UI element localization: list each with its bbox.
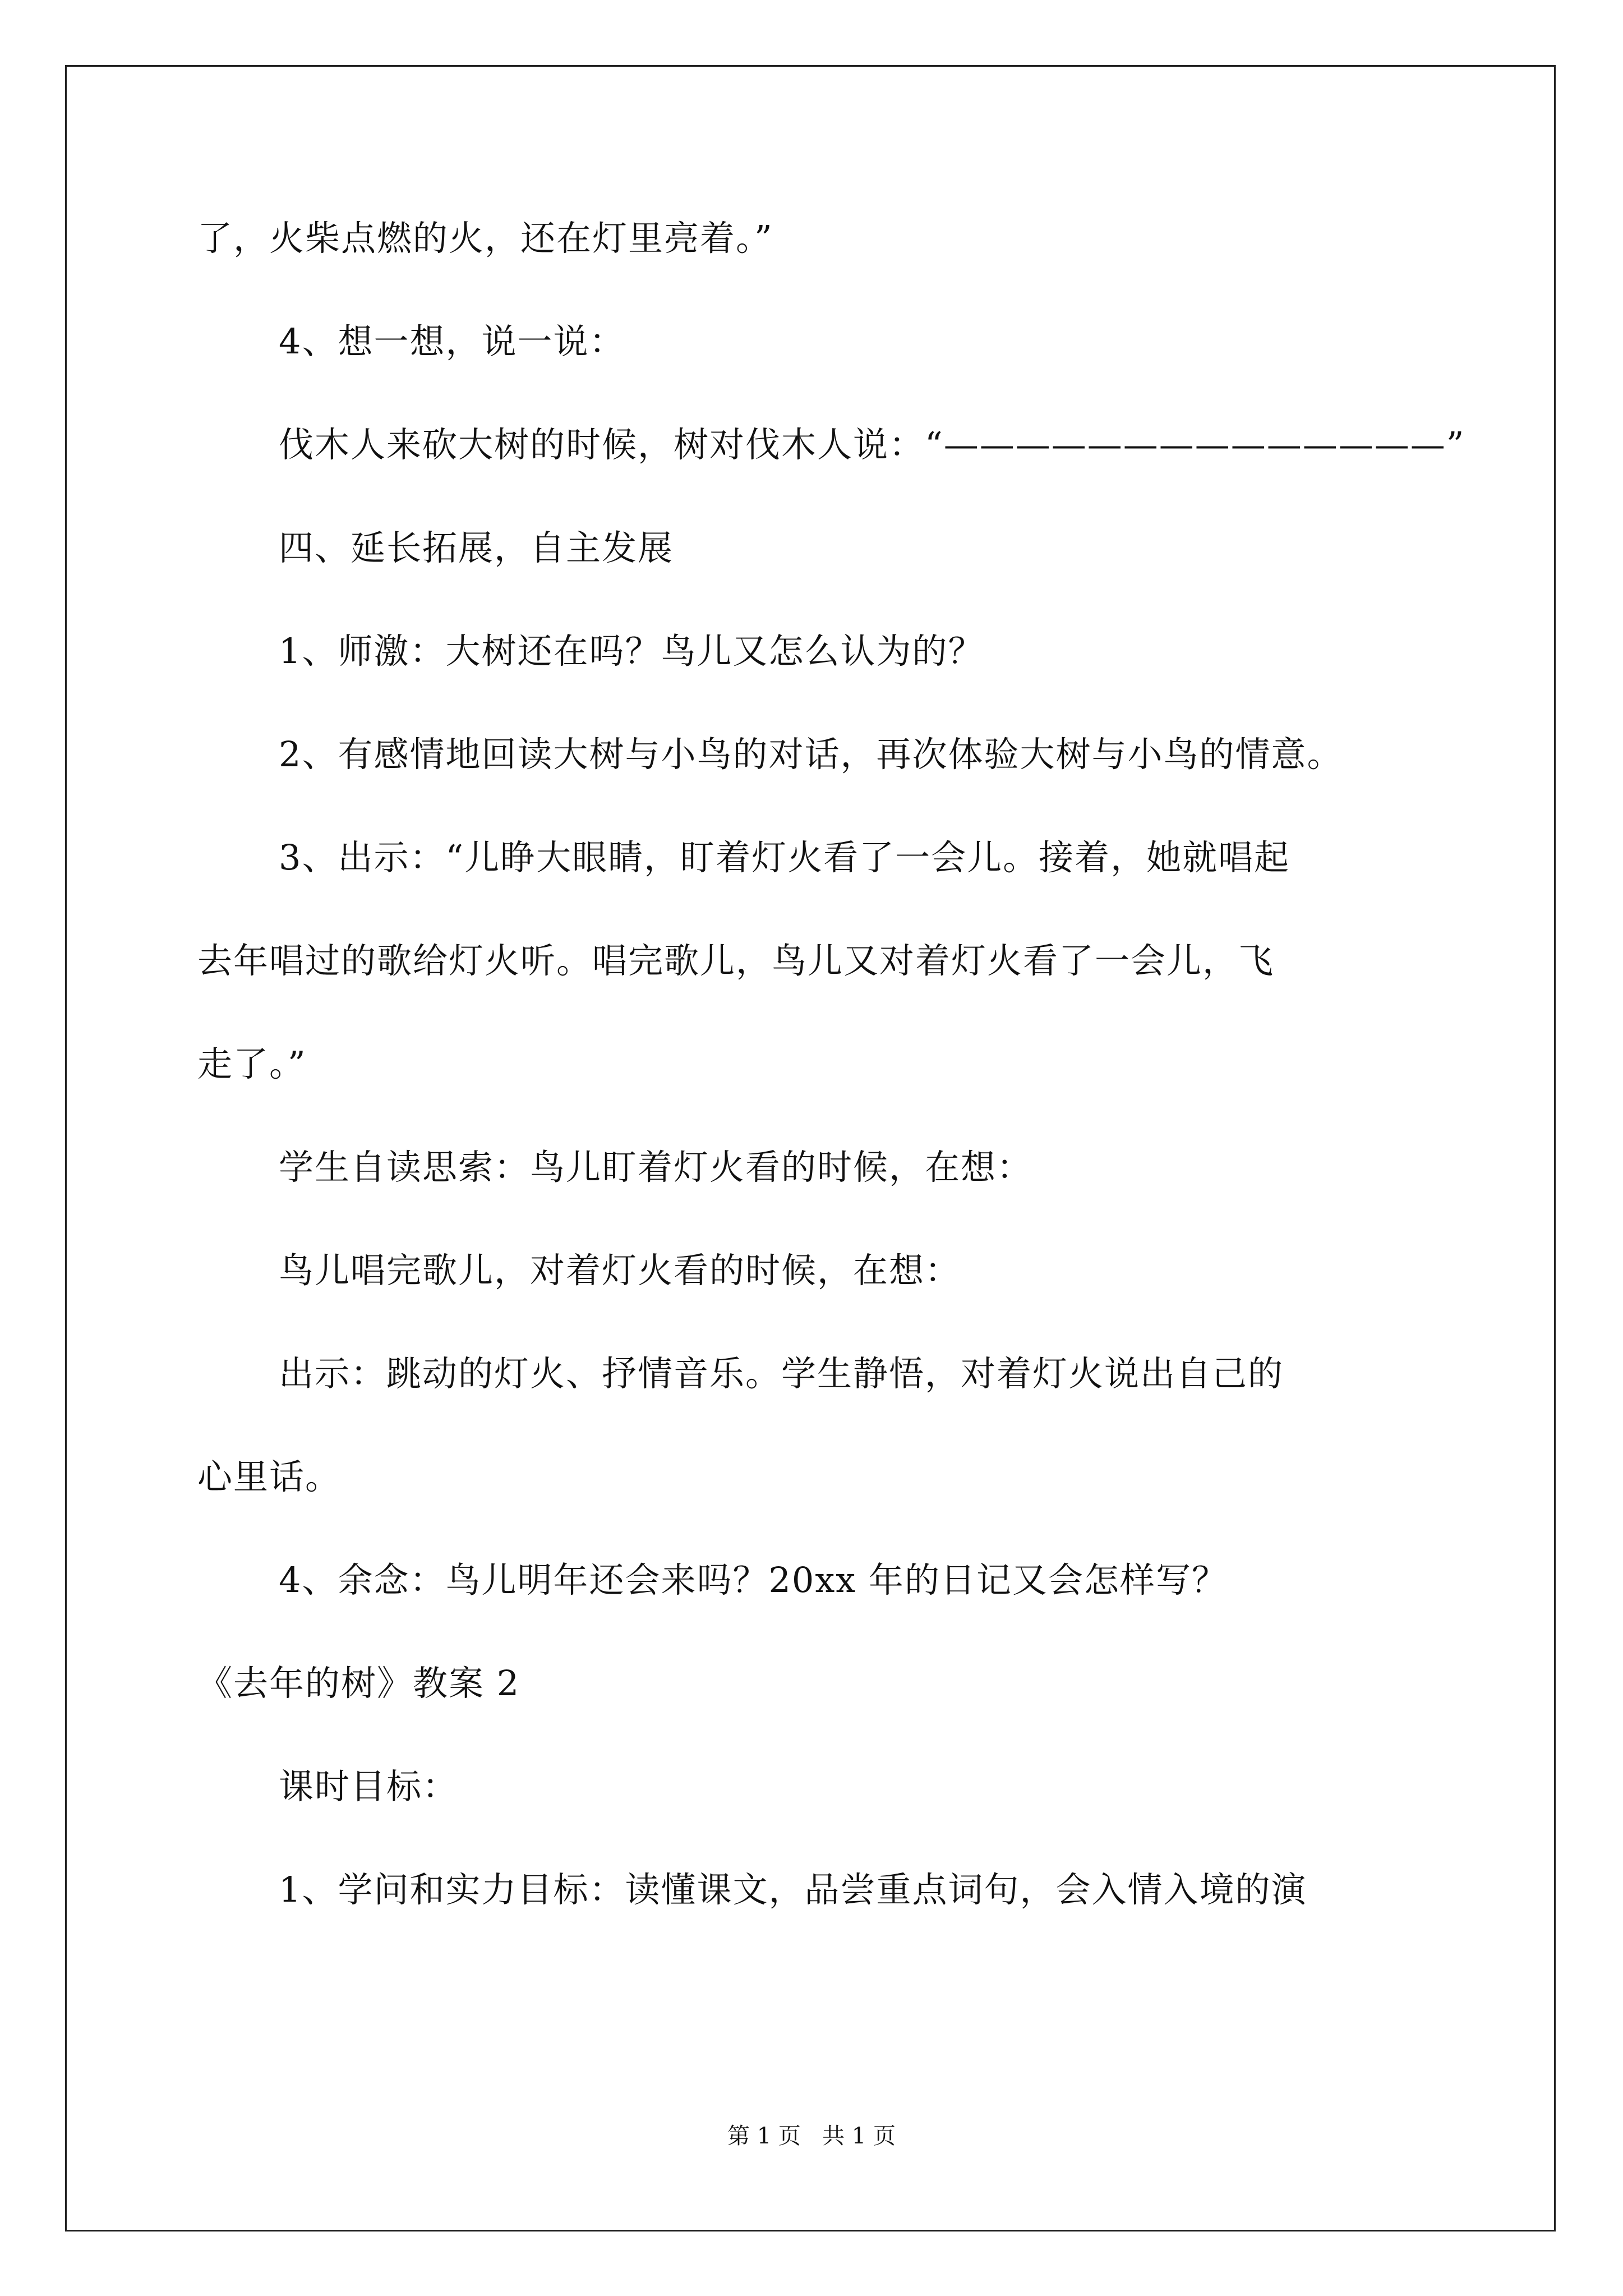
section-heading-extension: 四、延长拓展，自主发展 (279, 527, 674, 568)
text-line-7: 3、出示：“儿睁大眼睛，盯着灯火看了一会儿。接着，她就唱起 (279, 837, 1290, 878)
document-title-2: 《去年的树》教案 2 (197, 1663, 520, 1704)
text-line-2: 4、想一想，说一说： (279, 321, 625, 362)
page-number-footer: 第 1 页 共 1 页 (727, 2123, 896, 2149)
text-line-6: 2、有感情地回读大树与小鸟的对话，再次体验大树与小鸟的情意。 (279, 734, 1343, 775)
text-line-13: 心里话。 (197, 1456, 342, 1497)
text-line-5: 1、师激：大树还在吗？鸟儿又怎么认为的？ (279, 631, 984, 671)
text-line-14: 4、余念：鸟儿明年还会来吗？20xx 年的日记又会怎样写？ (279, 1559, 1228, 1600)
text-line-17: 1、学问和实力目标：读懂课文，品尝重点词句，会入情入境的演 (279, 1869, 1307, 1910)
text-line-3: 伐木人来砍大树的时候，树对伐木人说：“——————————————” (279, 424, 1465, 465)
text-line-8: 去年唱过的歌给灯火听。唱完歌儿，鸟儿又对着灯火看了一会儿，飞 (197, 940, 1275, 981)
text-line-9: 走了。” (197, 1043, 307, 1084)
text-line-12: 出示：跳动的灯火、抒情音乐。学生静悟，对着灯火说出自己的 (279, 1353, 1284, 1394)
text-line-1: 了，火柴点燃的火，还在灯里亮着。” (197, 218, 773, 259)
text-line-11: 鸟儿唱完歌儿，对着灯火看的时候，在想： (279, 1250, 961, 1291)
text-line-10: 学生自读思索：鸟儿盯着灯火看的时候，在想： (279, 1147, 1033, 1188)
text-line-16: 课时目标： (279, 1766, 459, 1807)
